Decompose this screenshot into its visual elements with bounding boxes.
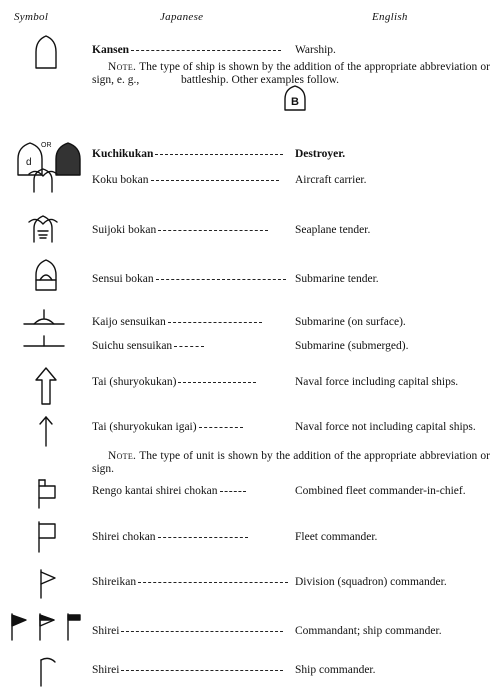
row-fleet-commander-en: Fleet commander. [295,531,378,543]
submarine-submerged-icon [22,334,66,350]
battleship-letter: B [291,96,299,108]
row-submarine-tender-jp: Sensui bokan [92,273,286,286]
row-naval-force-noncapital-en: Naval force not including capital ships. [295,421,476,433]
row-seaplane-tender-en: Seaplane tender. [295,224,371,236]
row-submarine-submerged-en: Submarine (submerged). [295,340,409,352]
row-combined-fleet-en: Combined fleet commander-in-chief. [295,485,466,497]
destroyer-d-label: d [26,157,32,168]
row-submarine-surface-jp: Kaijo sensuikan [92,316,262,329]
row-aircraft-carrier-en: Aircraft carrier. [295,174,367,186]
battleship-icon [282,84,308,112]
combined-fleet-flag-icon [35,478,59,510]
row-naval-force-noncapital-jp: Tai (shuryokukan igai) [92,421,243,434]
row-division-commander-en: Division (squadron) commander. [295,576,447,588]
note-unit-type: Note. The type of unit is shown by the addition of the appropriate abbreviation or sign. [92,450,490,475]
row-destroyer-jp: Kuchikukan [92,148,283,161]
header-symbol: Symbol [14,11,49,23]
division-commander-flag-icon [37,568,59,600]
row-submarine-surface-en: Submarine (on surface). [295,316,406,328]
row-division-commander-jp: Shireikan [92,576,288,589]
naval-force-noncapital-icon [37,414,55,448]
naval-force-capital-icon [33,366,59,406]
row-commandant-en: Commandant; ship commander. [295,625,442,637]
row-submarine-tender-en: Submarine tender. [295,273,379,285]
row-seaplane-tender-jp: Suijoki bokan [92,224,268,237]
row-naval-force-capital-en: Naval force including capital ships. [295,376,459,388]
warship-icon [33,34,59,70]
row-fleet-commander-jp: Shirei chokan [92,531,248,544]
row-submarine-submerged-jp: Suichu sensuikan [92,340,204,353]
row-destroyer-en: Destroyer. [295,148,346,160]
submarine-tender-icon [33,258,59,292]
destroyer-or-label: OR [41,142,52,149]
fleet-commander-flag-icon [35,520,59,554]
row-ship-commander-en: Ship commander. [295,664,376,676]
ship-commander-flag-icon [37,656,59,688]
row-ship-commander-jp: Shirei [92,664,283,677]
aircraft-carrier-icon [26,164,60,194]
row-combined-fleet-jp: Rengo kantai shirei chokan [92,485,246,498]
row-warship-en: Warship. [295,44,336,56]
seaplane-tender-icon [26,210,60,244]
row-commandant-jp: Shirei [92,625,283,638]
row-naval-force-capital-jp: Tai (shuryokukan) [92,376,256,389]
row-aircraft-carrier-jp: Koku bokan [92,174,279,187]
note-ship-type: Note. The type of ship is shown by the addition of the appropriate abbreviation or sign, e. g., battleship. Other examples follow. [92,61,490,86]
header-japanese: Japanese [160,11,204,23]
submarine-surface-icon [22,308,66,328]
commandant-flags-icon [8,612,82,642]
header-english: English [372,11,408,23]
row-warship-jp: Kansen [92,44,281,57]
